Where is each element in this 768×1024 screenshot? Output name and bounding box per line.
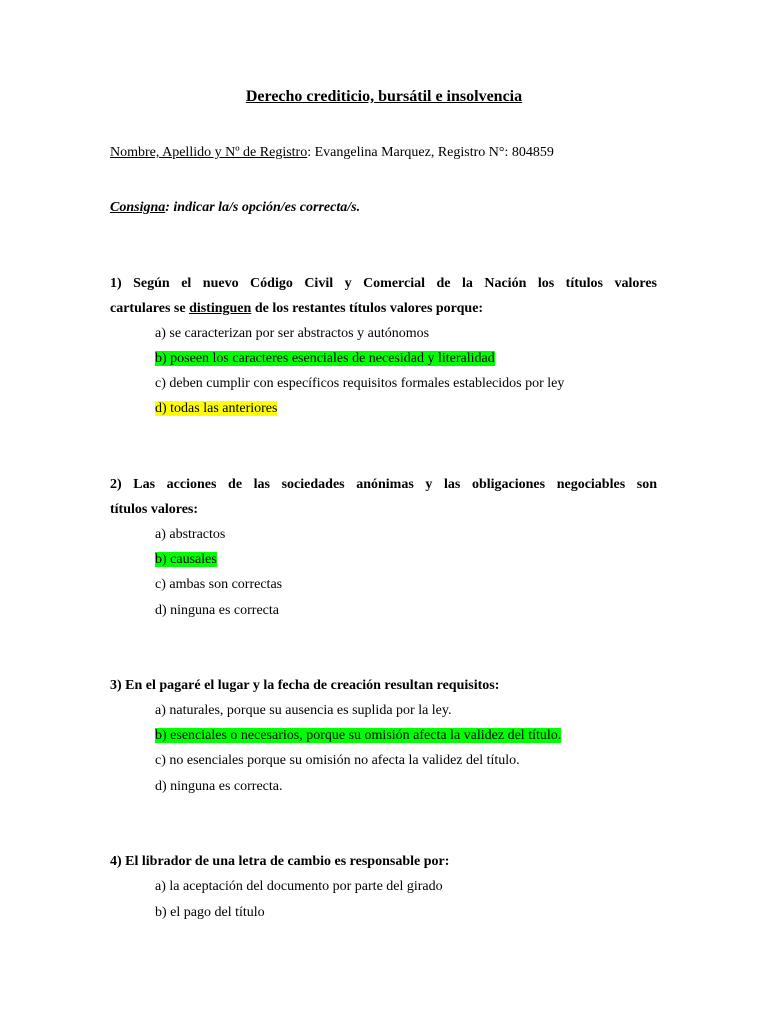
question-2-text (110, 472, 657, 522)
consigna-label: Consigna (110, 200, 166, 215)
question-2-option-d: d) ninguna es correcta (155, 603, 279, 618)
question-1-text (110, 271, 657, 321)
question-1-option-b (155, 351, 495, 367)
question-3-option-d: d) ninguna es correcta. (155, 779, 283, 794)
student-info-line (110, 145, 554, 161)
question-3-option-a: a) naturales, porque su ausencia es suplida por la ley. (155, 703, 452, 718)
question-1-line-2: cartulares se distinguen de los restantes títulos valores porque: (110, 301, 484, 316)
question-4-option-b: b) el pago del título (155, 905, 265, 920)
question-1-line-1: 1) Según el nuevo Código Civil y Comercial de la Nación los títulos valores (110, 276, 657, 291)
consigna-line (110, 200, 360, 216)
question-1-option-a: a) se caracterizan por ser abstractos y autónomos (155, 326, 430, 341)
question-2-option-a: a) abstractos (155, 527, 226, 542)
student-info-value: : Evangelina Marquez, Registro N°: 804859 (307, 145, 554, 160)
question-4-option-a: a) la aceptación del documento por parte del girado (155, 879, 443, 894)
highlighted-answer: b) poseen los caracteres esenciales de necesidad y literalidad (155, 351, 495, 366)
highlighted-answer: b) esenciales o necesarios, porque su omisión afecta la validez del título. (155, 728, 562, 743)
question-3-text: 3) En el pagaré el lugar y la fecha de creación resultan requisitos: (110, 678, 500, 693)
question-1-option-d (155, 401, 277, 417)
underlined-word: distinguen (189, 301, 252, 316)
question-2-option-b (155, 552, 217, 568)
highlighted-answer: d) todas las anteriores (155, 401, 278, 416)
document-title: Derecho crediticio, bursátil e insolvencia (245, 88, 523, 105)
consigna-text: : indicar la/s opción/es correcta/s. (165, 200, 361, 215)
student-info-label: Nombre, Apellido y Nº de Registro (110, 145, 308, 160)
question-3-option-b (155, 728, 561, 744)
question-3-option-c: c) no esenciales porque su omisión no afecta la validez del título. (155, 753, 520, 768)
highlighted-answer: b) causales (155, 552, 217, 567)
question-4-text: 4) El librador de una letra de cambio es responsable por: (110, 854, 450, 869)
question-2-option-c: c) ambas son correctas (155, 577, 283, 592)
question-2-line-2: títulos valores: (110, 502, 199, 517)
question-2-line-1: 2) Las acciones de las sociedades anónimas y las obligaciones negociables son (110, 477, 657, 492)
question-1-option-c: c) deben cumplir con específicos requisitos formales establecidos por ley (155, 376, 565, 391)
